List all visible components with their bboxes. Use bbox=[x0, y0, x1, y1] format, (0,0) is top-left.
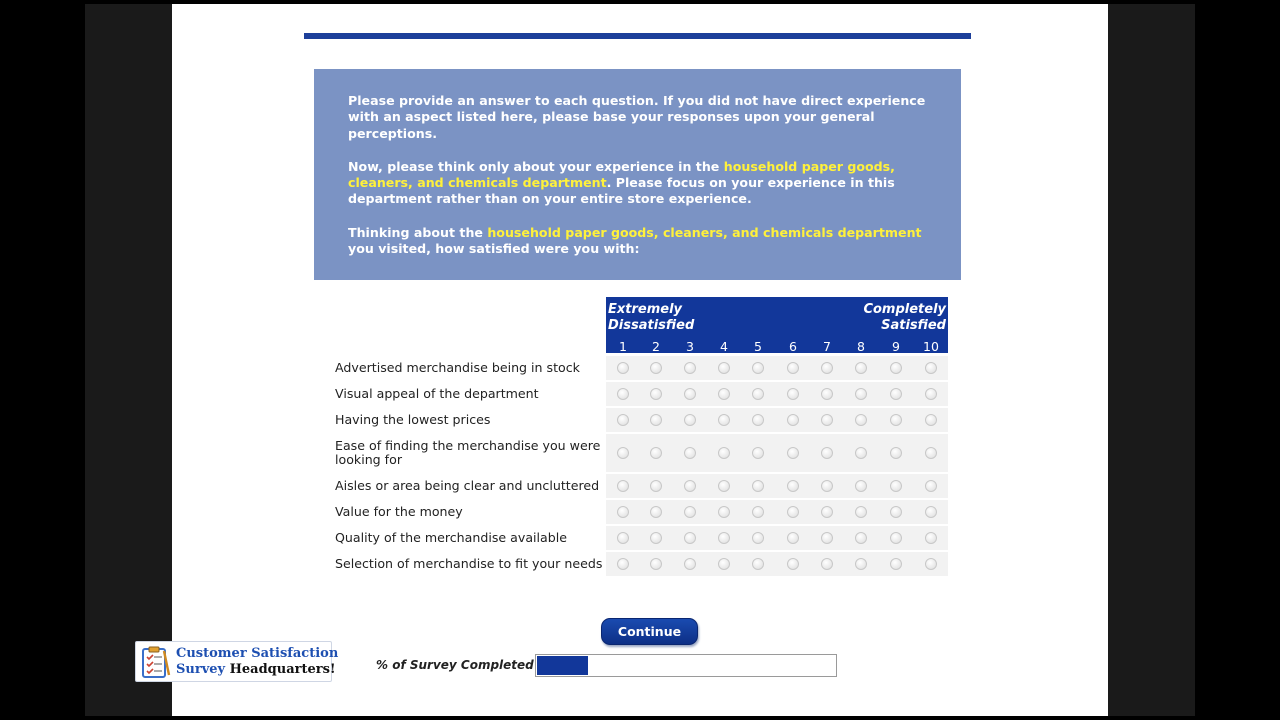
rating-radio-10[interactable] bbox=[925, 447, 937, 459]
question-label: Selection of merchandise to fit your needs bbox=[335, 556, 603, 571]
header-rule bbox=[304, 33, 971, 39]
brand-logo bbox=[135, 641, 339, 682]
rating-options bbox=[606, 500, 948, 524]
progress-bar bbox=[535, 654, 837, 677]
question-row bbox=[334, 434, 948, 472]
rating-radio-10[interactable] bbox=[925, 480, 937, 492]
scale-number: 4 bbox=[720, 339, 728, 354]
rating-radio-3[interactable] bbox=[684, 414, 696, 426]
rating-options bbox=[606, 526, 948, 550]
scale-numbers bbox=[606, 339, 948, 353]
scale-number: 9 bbox=[892, 339, 900, 354]
rating-radio-8[interactable] bbox=[855, 414, 867, 426]
rating-radio-2[interactable] bbox=[650, 414, 662, 426]
scale-number: 10 bbox=[923, 339, 939, 354]
rating-radio-10[interactable] bbox=[925, 558, 937, 570]
rating-radio-2[interactable] bbox=[650, 447, 662, 459]
rating-radio-2[interactable] bbox=[650, 506, 662, 518]
rating-radio-4[interactable] bbox=[718, 506, 730, 518]
rating-radio-1[interactable] bbox=[617, 388, 629, 400]
question-row bbox=[334, 408, 948, 432]
instructions-paragraph-2 bbox=[348, 159, 928, 208]
rating-radio-2[interactable] bbox=[650, 362, 662, 374]
rating-radio-4[interactable] bbox=[718, 388, 730, 400]
rating-radio-9[interactable] bbox=[890, 362, 902, 374]
department-highlight-2: household paper goods, cleaners, and chemicals department bbox=[487, 224, 922, 240]
instructions-panel bbox=[314, 69, 961, 280]
rating-radio-6[interactable] bbox=[787, 480, 799, 492]
logo-line-2 bbox=[176, 662, 336, 677]
p2-text: Now, please think only about your experience in the bbox=[348, 158, 724, 174]
rating-radio-8[interactable] bbox=[855, 447, 867, 459]
rating-options bbox=[606, 382, 948, 406]
scale-number: 3 bbox=[686, 339, 694, 354]
scale-left-line-2: Dissatisfied bbox=[608, 318, 695, 333]
rating-radio-9[interactable] bbox=[890, 532, 902, 544]
rating-options bbox=[606, 408, 948, 432]
rating-radio-5[interactable] bbox=[752, 447, 764, 459]
scale-number: 6 bbox=[789, 339, 797, 354]
instructions-paragraph-3 bbox=[348, 225, 928, 258]
rating-radio-2[interactable] bbox=[650, 558, 662, 570]
rating-radio-4[interactable] bbox=[718, 480, 730, 492]
question-label: Having the lowest prices bbox=[335, 412, 491, 427]
rating-radio-9[interactable] bbox=[890, 480, 902, 492]
rating-radio-7[interactable] bbox=[821, 414, 833, 426]
rating-radio-1[interactable] bbox=[617, 532, 629, 544]
right-letterbox bbox=[1195, 0, 1280, 720]
rating-radio-10[interactable] bbox=[925, 388, 937, 400]
rating-radio-9[interactable] bbox=[890, 558, 902, 570]
rating-radio-3[interactable] bbox=[684, 362, 696, 374]
rating-radio-7[interactable] bbox=[821, 506, 833, 518]
question-label: Quality of the merchandise available bbox=[335, 530, 567, 545]
rating-radio-4[interactable] bbox=[718, 447, 730, 459]
rating-radio-1[interactable] bbox=[617, 362, 629, 374]
rating-radio-9[interactable] bbox=[890, 414, 902, 426]
rating-radio-1[interactable] bbox=[617, 506, 629, 518]
scale-right-line-2: Satisfied bbox=[881, 318, 946, 333]
scale-number: 1 bbox=[619, 339, 627, 354]
question-row bbox=[334, 356, 948, 380]
rating-radio-1[interactable] bbox=[617, 480, 629, 492]
left-letterbox bbox=[0, 0, 85, 720]
scale-right-line-1: Completely bbox=[863, 302, 946, 317]
rating-radio-4[interactable] bbox=[718, 414, 730, 426]
rating-radio-5[interactable] bbox=[752, 506, 764, 518]
rating-radio-10[interactable] bbox=[925, 506, 937, 518]
rating-radio-7[interactable] bbox=[821, 532, 833, 544]
question-grid bbox=[334, 356, 948, 578]
scale-number: 7 bbox=[823, 339, 831, 354]
question-label: Aisles or area being clear and uncluttered bbox=[335, 478, 600, 493]
rating-radio-1[interactable] bbox=[617, 447, 629, 459]
scale-right-label bbox=[863, 302, 946, 334]
question-label: Ease of finding the merchandise you were looking for bbox=[335, 438, 601, 467]
logo-line-1: Customer Satisfaction bbox=[176, 646, 339, 661]
right-margin bbox=[1108, 4, 1195, 716]
rating-radio-6[interactable] bbox=[787, 447, 799, 459]
question-label: Visual appeal of the department bbox=[335, 386, 539, 401]
rating-radio-7[interactable] bbox=[821, 362, 833, 374]
rating-radio-8[interactable] bbox=[855, 388, 867, 400]
rating-radio-3[interactable] bbox=[684, 447, 696, 459]
question-label: Value for the money bbox=[335, 504, 463, 519]
rating-radio-6[interactable] bbox=[787, 362, 799, 374]
logo-word-headquarters: Headquarters! bbox=[229, 662, 336, 677]
rating-radio-5[interactable] bbox=[752, 532, 764, 544]
rating-radio-6[interactable] bbox=[787, 506, 799, 518]
progress-fill bbox=[537, 656, 588, 675]
continue-button[interactable]: Continue bbox=[601, 618, 698, 645]
rating-radio-3[interactable] bbox=[684, 388, 696, 400]
rating-radio-4[interactable] bbox=[718, 558, 730, 570]
rating-radio-2[interactable] bbox=[650, 532, 662, 544]
rating-options bbox=[606, 356, 948, 380]
rating-options bbox=[606, 434, 948, 472]
rating-radio-1[interactable] bbox=[617, 558, 629, 570]
survey-page bbox=[172, 4, 1108, 716]
rating-radio-9[interactable] bbox=[890, 447, 902, 459]
rating-radio-6[interactable] bbox=[787, 388, 799, 400]
rating-radio-8[interactable] bbox=[855, 480, 867, 492]
p2-text-after: . Please focus on your experience in this department rather than on your entire store experience. bbox=[348, 175, 895, 207]
rating-radio-7[interactable] bbox=[821, 558, 833, 570]
question-label: Advertised merchandise being in stock bbox=[335, 360, 580, 375]
rating-radio-5[interactable] bbox=[752, 558, 764, 570]
rating-radio-6[interactable] bbox=[787, 414, 799, 426]
rating-radio-5[interactable] bbox=[752, 414, 764, 426]
rating-options bbox=[606, 474, 948, 498]
rating-radio-1[interactable] bbox=[617, 414, 629, 426]
p3-text: Thinking about the bbox=[348, 224, 488, 240]
question-row bbox=[334, 382, 948, 406]
progress-label: % of Survey Completed bbox=[376, 658, 534, 672]
rating-radio-8[interactable] bbox=[855, 506, 867, 518]
clipboard-checklist-icon bbox=[138, 645, 172, 679]
rating-radio-4[interactable] bbox=[718, 362, 730, 374]
rating-radio-3[interactable] bbox=[684, 532, 696, 544]
rating-radio-10[interactable] bbox=[925, 362, 937, 374]
rating-radio-7[interactable] bbox=[821, 447, 833, 459]
question-row bbox=[334, 474, 948, 498]
rating-radio-3[interactable] bbox=[684, 480, 696, 492]
p3-text-after: you visited, how satisfied were you with: bbox=[348, 241, 640, 257]
rating-radio-8[interactable] bbox=[855, 558, 867, 570]
department-highlight: household paper goods, cleaners, and chemicals department bbox=[348, 158, 895, 191]
rating-radio-2[interactable] bbox=[650, 480, 662, 492]
rating-radio-4[interactable] bbox=[718, 532, 730, 544]
instructions-paragraph-1: Please provide an answer to each question. If you did not have direct experience with an aspect listed here, please base your responses upon your general perceptions. bbox=[348, 93, 926, 141]
logo-word-survey: Survey bbox=[176, 662, 226, 677]
rating-radio-6[interactable] bbox=[787, 532, 799, 544]
scale-left-label bbox=[608, 302, 694, 334]
question-row bbox=[334, 500, 948, 524]
rating-radio-2[interactable] bbox=[650, 388, 662, 400]
rating-radio-6[interactable] bbox=[787, 558, 799, 570]
scale-number: 2 bbox=[652, 339, 660, 354]
rating-radio-3[interactable] bbox=[684, 558, 696, 570]
rating-radio-8[interactable] bbox=[855, 362, 867, 374]
left-margin bbox=[85, 4, 172, 716]
scale-number: 8 bbox=[857, 339, 865, 354]
rating-radio-7[interactable] bbox=[821, 388, 833, 400]
question-row bbox=[334, 552, 948, 576]
rating-options bbox=[606, 552, 948, 576]
rating-radio-9[interactable] bbox=[890, 388, 902, 400]
rating-radio-5[interactable] bbox=[752, 362, 764, 374]
rating-radio-10[interactable] bbox=[925, 414, 937, 426]
rating-scale-header bbox=[606, 297, 948, 353]
rating-radio-8[interactable] bbox=[855, 532, 867, 544]
scale-number: 5 bbox=[754, 339, 762, 354]
rating-radio-10[interactable] bbox=[925, 532, 937, 544]
rating-radio-7[interactable] bbox=[821, 480, 833, 492]
rating-radio-9[interactable] bbox=[890, 506, 902, 518]
scale-left-line-1: Extremely bbox=[608, 302, 683, 317]
rating-radio-5[interactable] bbox=[752, 480, 764, 492]
rating-radio-3[interactable] bbox=[684, 506, 696, 518]
question-row bbox=[334, 526, 948, 550]
rating-radio-5[interactable] bbox=[752, 388, 764, 400]
